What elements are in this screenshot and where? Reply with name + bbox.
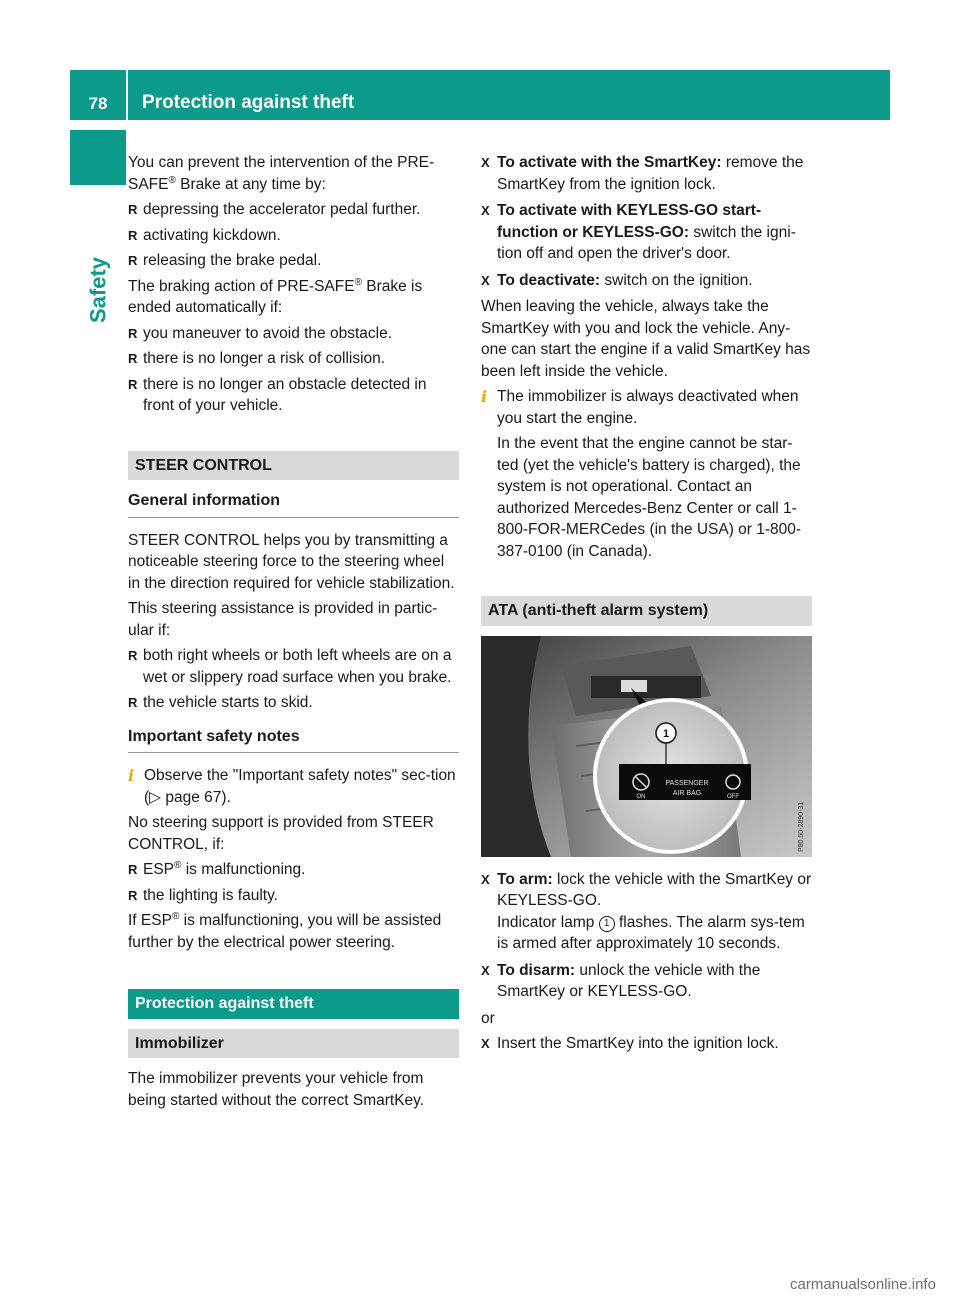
step-arrow-icon: X [481,962,490,978]
left-column [128,152,459,1115]
list-item: R there is no longer a risk of collision. [128,348,459,370]
arm-detail: Indicator lamp 1 flashes. The alarm sys-tem is armed after approximately 10 seconds. [497,913,805,952]
header-divider [126,70,128,120]
leaving-paragraph: When leaving the vehicle, always take the SmartKey with you and lock the vehicle. Any-one can start the engine if a valid SmartKey has been left inside the vehicle. [481,298,811,380]
section-heading-ata: ATA (anti-theft alarm system) [481,596,812,626]
step-deactivate: X To deactivate: switch on the ignition. [481,270,812,292]
page-title: Protection against theft [142,91,355,113]
info-note-detail: In the event that the engine cannot be star-ted (yet the vehicle's battery is charged), the system is not operational. Contact an authorized Mercedes-Benz Center or call 1-800-FOR-MERCedes (in the USA) or 1-800-387-0100 (in Canada). [497,435,802,560]
info-icon: i [128,766,135,785]
list-item: R you maneuver to avoid the obstacle. [128,323,459,345]
right-column [481,152,812,1060]
info-note: i Observe the "Important safety notes" sec-tion (▷ page 67). [128,766,456,806]
immobilizer-paragraph: The immobilizer prevents your vehicle from being started without the correct SmartKey. [128,1070,425,1109]
list-item: R the lighting is faulty. [128,885,459,907]
watermark[interactable]: carmanualsonline.info [790,1276,936,1293]
step-disarm: X To disarm: unlock the vehicle with the SmartKey or KEYLESS-GO. [481,961,761,1000]
step-insert-smartkey: X Insert the SmartKey into the ignition lock. [481,1033,812,1055]
subheading-general-information: General information [128,490,459,518]
subheading-important-safety-notes: Important safety notes [128,726,459,754]
steer-paragraph-1: STEER CONTROL helps you by transmitting a noticeable steering force to the steering wheel in the direction required for vehicle stabilization. [128,531,455,592]
callout-number: 1 [662,727,670,740]
section-label: Safety [85,256,111,324]
list-item: R activating kickdown. [128,225,459,247]
step-activate-smartkey: X To activate with the SmartKey: remove the SmartKey from the ignition lock. [481,154,804,193]
section-marker [70,130,126,185]
no-support-paragraph: No steering support is provided from STEER CONTROL, if: [128,814,434,853]
info-icon: i [481,387,488,406]
console-photo [481,636,812,857]
step-arrow-icon: X [481,1036,490,1051]
section-heading-immobilizer: Immobilizer [128,1029,459,1059]
section-heading-protection-against-theft: Protection against theft [128,989,459,1019]
steer-paragraph-2: This steering assistance is provided in partic-ular if: [128,600,438,639]
section-heading-steer-control: STEER CONTROL [128,451,459,481]
step-activate-keyless-go: X To activate with KEYLESS-GO start-function or KEYLESS-GO: switch the igni-tion off and open the driver's door. [481,202,796,262]
list-item: R ESP® is malfunctioning. [128,859,459,881]
list-item: R the vehicle starts to skid. [128,692,459,714]
list-item: R both right wheels or both left wheels are on a wet or slippery road surface when you brake. [128,645,459,688]
callout-icon: 1 [599,916,615,932]
or-text: or [481,1009,495,1027]
step-arm: X To arm: lock the vehicle with the SmartKey or KEYLESS-GO. Indicator lamp 1 flashes. The alarm sys-tem is armed after approximately 10 seconds. [481,869,812,955]
list-item: R there is no longer an obstacle detected in front of your vehicle. [128,374,459,417]
braking-paragraph: The braking action of PRE-SAFE® Brake is ended automatically if: [128,276,423,316]
list-item: R releasing the brake pedal. [128,250,459,272]
esp-paragraph: If ESP® is malfunctioning, you will be assisted further by the electrical power steering. [128,910,442,951]
page-number: 78 [88,93,108,113]
passenger-label: PASSENGER [665,779,709,787]
step-arrow-icon: X [481,272,490,288]
off-label: OFF [727,793,739,800]
info-note: i The immobilizer is always deactivated when you start the engine. In the event that the engine cannot be star-ted (yet the vehicle's battery is charged), the system is not operational. Contact an authorized Mercedes-Benz Center or call 1-800-FOR-MERCedes (in the USA) or 1-800-387-0100 (in Canada). [481,386,812,562]
list-item: R depressing the accelerator pedal further. [128,199,459,221]
intro-paragraph: You can prevent the intervention of the PRE-SAFE® Brake at any time by: [128,154,435,193]
on-label: ON [636,793,646,800]
step-arrow-icon: X [481,203,490,218]
step-arrow-icon: X [481,871,490,887]
airbag-label: AIR BAG [672,789,702,797]
figure-code: P80.50-2890-31 [798,801,805,852]
console-illustration [481,636,812,857]
step-arrow-icon: X [481,155,490,170]
